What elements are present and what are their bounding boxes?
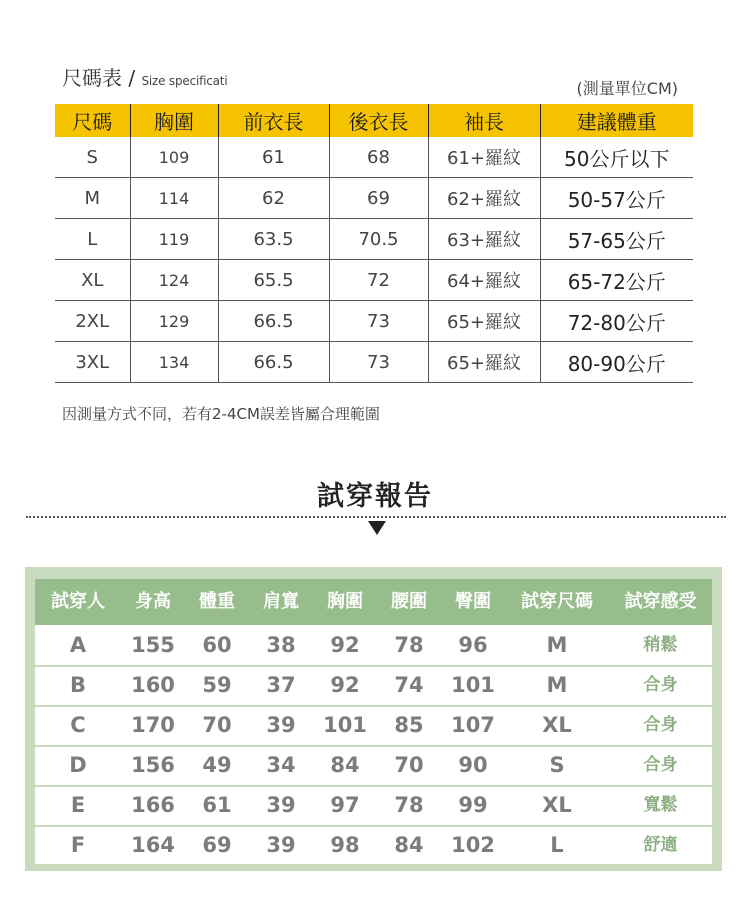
cell-tester: E	[70, 793, 86, 817]
cell-height: 160	[131, 673, 175, 697]
cell-back-length: 69	[329, 178, 428, 219]
cell-body-weight: 60	[202, 633, 232, 657]
cell-size: 3XL	[55, 342, 130, 383]
cell-sleeve: 61+羅紋	[428, 137, 540, 178]
header-feeling: 試穿感受	[624, 591, 697, 612]
cell-front-length: 65.5	[218, 260, 329, 301]
cell-waist: 78	[394, 633, 424, 657]
cell-height: 156	[131, 753, 175, 777]
cell-chest: 92	[330, 633, 360, 657]
size-chart-title-text: 尺碼表	[62, 66, 122, 90]
table-row	[55, 219, 693, 260]
header-body-weight: 體重	[199, 591, 235, 612]
cell-front-length: 66.5	[218, 301, 329, 342]
cell-hip: 90	[458, 753, 488, 777]
cell-feeling: 合身	[643, 715, 678, 735]
trial-report-table	[25, 567, 722, 871]
header-tester: 試穿人	[51, 591, 105, 612]
header-back-length: 後衣長	[329, 104, 428, 137]
cell-chest: 119	[130, 219, 218, 260]
cell-waist: 70	[394, 753, 424, 777]
trial-report-title: 試穿報告	[317, 481, 433, 512]
cell-weight: 50公斤以下	[540, 137, 693, 178]
cell-front-length: 66.5	[218, 342, 329, 383]
cell-waist: 84	[394, 833, 424, 857]
cell-size: S	[55, 137, 130, 178]
cell-front-length: 63.5	[218, 219, 329, 260]
cell-feeling: 合身	[643, 675, 678, 695]
cell-weight: 65-72公斤	[540, 260, 693, 301]
cell-trial-size: S	[549, 753, 565, 777]
cell-feeling: 寬鬆	[643, 795, 678, 815]
cell-back-length: 73	[329, 301, 428, 342]
table-row	[55, 342, 693, 383]
cell-waist: 78	[394, 793, 424, 817]
cell-back-length: 73	[329, 342, 428, 383]
cell-feeling: 合身	[643, 755, 678, 775]
cell-sleeve: 65+羅紋	[428, 301, 540, 342]
cell-back-length: 72	[329, 260, 428, 301]
header-hip: 臀圍	[455, 591, 491, 612]
cell-weight: 80-90公斤	[540, 342, 693, 383]
trial-body	[35, 625, 712, 864]
cell-trial-size: XL	[542, 713, 572, 737]
header-trial-size: 試穿尺碼	[521, 591, 593, 612]
table-row	[35, 825, 712, 865]
cell-tester: D	[69, 753, 87, 777]
cell-shoulder: 39	[266, 713, 296, 737]
cell-height: 155	[131, 633, 175, 657]
cell-shoulder: 37	[266, 673, 296, 697]
header-shoulder: 肩寬	[263, 591, 299, 612]
size-table	[55, 104, 693, 383]
cell-size: L	[55, 219, 130, 260]
cell-height: 164	[131, 833, 175, 857]
size-chart-title	[62, 62, 227, 91]
cell-hip: 99	[458, 793, 488, 817]
cell-height: 170	[131, 713, 175, 737]
cell-chest: 98	[330, 833, 360, 857]
cell-waist: 74	[394, 673, 424, 697]
cell-shoulder: 39	[266, 833, 296, 857]
cell-height: 166	[131, 793, 175, 817]
cell-chest: 97	[330, 793, 360, 817]
cell-chest: 114	[130, 178, 218, 219]
cell-tester: F	[70, 833, 86, 857]
cell-waist: 85	[394, 713, 424, 737]
table-row	[35, 745, 712, 787]
cell-trial-size: XL	[542, 793, 572, 817]
cell-chest: 129	[130, 301, 218, 342]
header-waist: 腰圍	[391, 591, 427, 612]
header-weight: 建議體重	[540, 104, 693, 137]
cell-tester: C	[70, 713, 86, 737]
cell-size: XL	[55, 260, 130, 301]
down-arrow-icon	[368, 521, 386, 535]
cell-chest: 84	[330, 753, 360, 777]
cell-feeling: 稍鬆	[643, 635, 678, 655]
table-row	[55, 137, 693, 178]
header-front-length: 前衣長	[218, 104, 329, 137]
cell-chest: 109	[130, 137, 218, 178]
dotted-divider	[26, 516, 726, 518]
cell-trial-size: M	[546, 673, 568, 697]
trial-header-row	[35, 579, 712, 625]
cell-chest: 92	[330, 673, 360, 697]
cell-hip: 101	[451, 673, 495, 697]
size-chart-subtitle: Size specificati	[141, 74, 228, 88]
cell-body-weight: 49	[202, 753, 232, 777]
cell-feeling: 舒適	[643, 835, 678, 855]
cell-weight: 57-65公斤	[540, 219, 693, 260]
cell-trial-size: M	[546, 633, 568, 657]
table-row	[35, 625, 712, 667]
cell-body-weight: 59	[202, 673, 232, 697]
header-chest: 胸圍	[327, 591, 363, 612]
cell-sleeve: 63+羅紋	[428, 219, 540, 260]
cell-shoulder: 38	[266, 633, 296, 657]
cell-body-weight: 61	[202, 793, 232, 817]
table-row	[55, 178, 693, 219]
cell-back-length: 70.5	[329, 219, 428, 260]
header-sleeve: 袖長	[428, 104, 540, 137]
cell-tester: B	[69, 673, 86, 697]
cell-front-length: 61	[218, 137, 329, 178]
cell-chest: 134	[130, 342, 218, 383]
cell-sleeve: 64+羅紋	[428, 260, 540, 301]
cell-front-length: 62	[218, 178, 329, 219]
table-row	[55, 260, 693, 301]
cell-chest: 101	[323, 713, 367, 737]
size-table-header-row	[55, 104, 693, 137]
cell-shoulder: 34	[266, 753, 296, 777]
cell-weight: 72-80公斤	[540, 301, 693, 342]
title-slash: /	[128, 66, 136, 90]
cell-tester: A	[69, 633, 87, 657]
cell-back-length: 68	[329, 137, 428, 178]
cell-shoulder: 39	[266, 793, 296, 817]
cell-sleeve: 62+羅紋	[428, 178, 540, 219]
cell-size: 2XL	[55, 301, 130, 342]
cell-weight: 50-57公斤	[540, 178, 693, 219]
unit-note: (測量單位CM)	[576, 79, 678, 98]
cell-hip: 102	[451, 833, 495, 857]
measurement-footnote: 因測量方式不同，若有2-4CM誤差皆屬合理範圍	[62, 405, 380, 423]
header-height: 身高	[135, 591, 171, 612]
cell-hip: 96	[458, 633, 488, 657]
table-row	[55, 301, 693, 342]
cell-hip: 107	[451, 713, 495, 737]
table-row	[35, 665, 712, 707]
cell-trial-size: L	[550, 833, 564, 857]
table-row	[35, 785, 712, 827]
header-size: 尺碼	[55, 104, 130, 137]
cell-body-weight: 69	[202, 833, 232, 857]
header-chest: 胸圍	[130, 104, 218, 137]
cell-chest: 124	[130, 260, 218, 301]
cell-body-weight: 70	[202, 713, 232, 737]
table-row	[35, 705, 712, 747]
cell-size: M	[55, 178, 130, 219]
cell-sleeve: 65+羅紋	[428, 342, 540, 383]
